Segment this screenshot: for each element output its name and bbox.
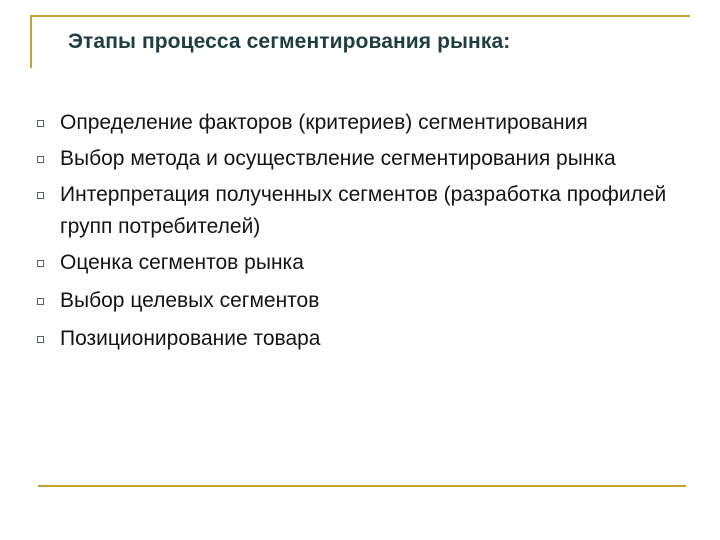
list-item-text: Выбор метода и осуществление сегментирования рынка [60, 147, 616, 170]
list-item [30, 179, 700, 243]
list-item-text: Выбор целевых сегментов [60, 289, 320, 312]
square-bullet-icon [37, 156, 44, 163]
bullet-list [30, 107, 700, 361]
square-bullet-icon [37, 260, 44, 267]
title-frame-left-rule [30, 15, 32, 68]
list-item [30, 107, 700, 139]
list-item [30, 323, 700, 355]
square-bullet-icon [37, 336, 44, 343]
list-item [30, 285, 700, 317]
slide-title: Этапы процесса сегментирования рынка: [68, 30, 511, 53]
list-item-text: Интерпретация полученных сегментов (разработка профилей групп потребителей) [60, 183, 667, 238]
list-item [30, 247, 700, 279]
list-item [30, 143, 700, 175]
square-bullet-icon [37, 192, 44, 199]
square-bullet-icon [37, 298, 44, 305]
square-bullet-icon [37, 120, 44, 127]
list-item-text: Позиционирование товара [60, 327, 321, 350]
title-frame-top-rule [30, 15, 690, 17]
list-item-text: Определение факторов (критериев) сегментирования [60, 111, 588, 134]
list-item-text: Оценка сегментов рынка [60, 251, 304, 274]
bottom-divider [38, 485, 686, 487]
